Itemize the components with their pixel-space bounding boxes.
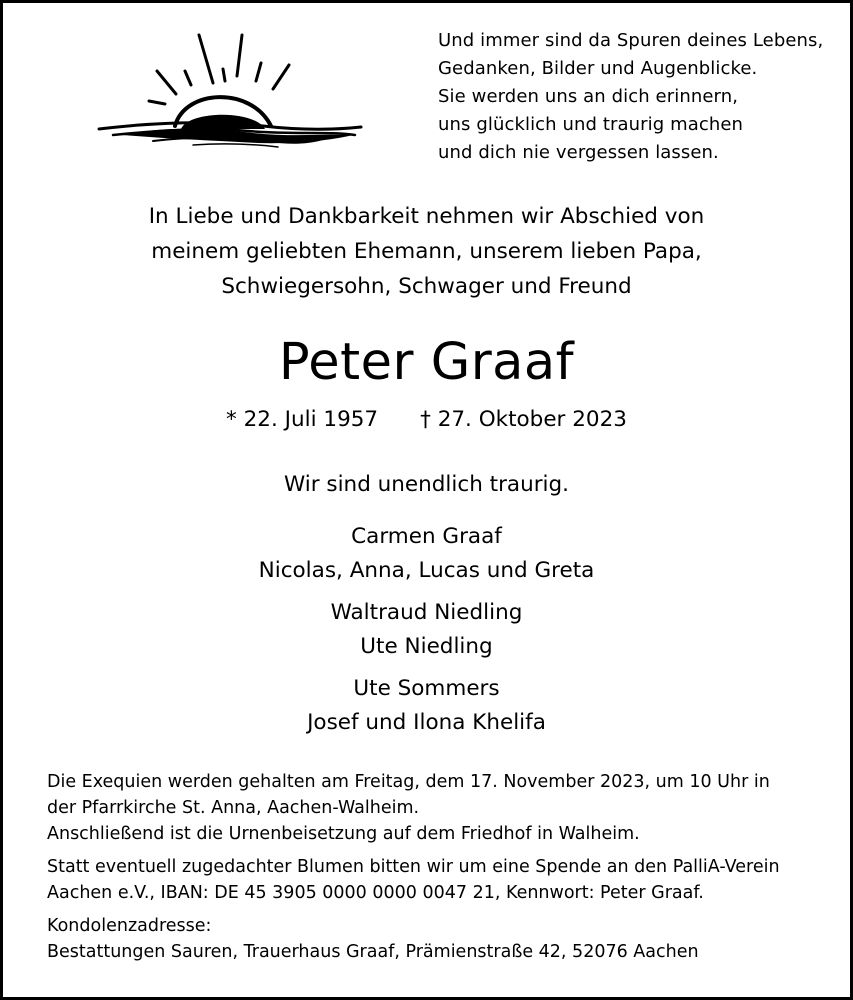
mourner-group (3, 596, 850, 664)
mourner-line: Carmen Graaf (351, 524, 502, 549)
birth-date: * 22. Juli 1957 (226, 407, 379, 432)
detail-line: Anschließend ist die Urnenbeisetzung auf dem Friedhof in Walheim. (47, 824, 640, 844)
sentiment: Wir sind unendlich traurig. (283, 472, 570, 497)
poem-line: uns glücklich und traurig machen (438, 114, 744, 135)
detail-line: Aachen e.V., IBAN: DE 45 3905 0000 0000 0047 21, Kennwort: Peter Graaf. (47, 883, 704, 903)
intro-line: meinem geliebten Ehemann, unserem lieben Papa, (151, 239, 702, 264)
detail-line: Kondolenzadresse: (47, 916, 212, 936)
mourner-line: Josef und Ilona Khelifa (307, 710, 546, 735)
mourner-group (3, 672, 850, 740)
life-dates (3, 403, 850, 437)
mourner-group (3, 520, 850, 588)
detail-line: Bestattungen Sauren, Trauerhaus Graaf, Prämienstraße 42, 52076 Aachen (47, 942, 699, 962)
death-date: † 27. Oktober 2023 (420, 407, 627, 432)
deceased-name: Peter Graaf (278, 333, 575, 392)
poem (438, 27, 838, 167)
intro-text (3, 199, 850, 304)
service-info (47, 769, 837, 847)
sunset-icon (93, 31, 368, 166)
donation-info (47, 854, 837, 906)
poem-line: und dich nie vergessen lassen. (438, 142, 719, 163)
poem-line: Gedanken, Bilder und Augenblicke. (438, 58, 758, 79)
condolence-address (47, 913, 837, 965)
detail-line: der Pfarrkirche St. Anna, Aachen-Walheim. (47, 798, 420, 818)
mourner-line: Ute Sommers (353, 676, 500, 701)
mourner-line: Ute Niedling (360, 634, 493, 659)
details (47, 769, 837, 972)
mourner-line: Waltraud Niedling (330, 600, 523, 625)
mourner-line: Nicolas, Anna, Lucas und Greta (258, 558, 595, 583)
detail-line: Die Exequien werden gehalten am Freitag, dem 17. November 2023, um 10 Uhr in (47, 772, 770, 792)
poem-line: Und immer sind da Spuren deines Lebens, (438, 30, 824, 51)
poem-line: Sie werden uns an dich erinnern, (438, 86, 739, 107)
mourners (3, 520, 850, 748)
detail-line: Statt eventuell zugedachter Blumen bitten wir um eine Spende an den PalliA-Verein (47, 857, 780, 877)
intro-line: Schwiegersohn, Schwager und Freund (221, 274, 632, 299)
intro-line: In Liebe und Dankbarkeit nehmen wir Abschied von (148, 204, 705, 229)
